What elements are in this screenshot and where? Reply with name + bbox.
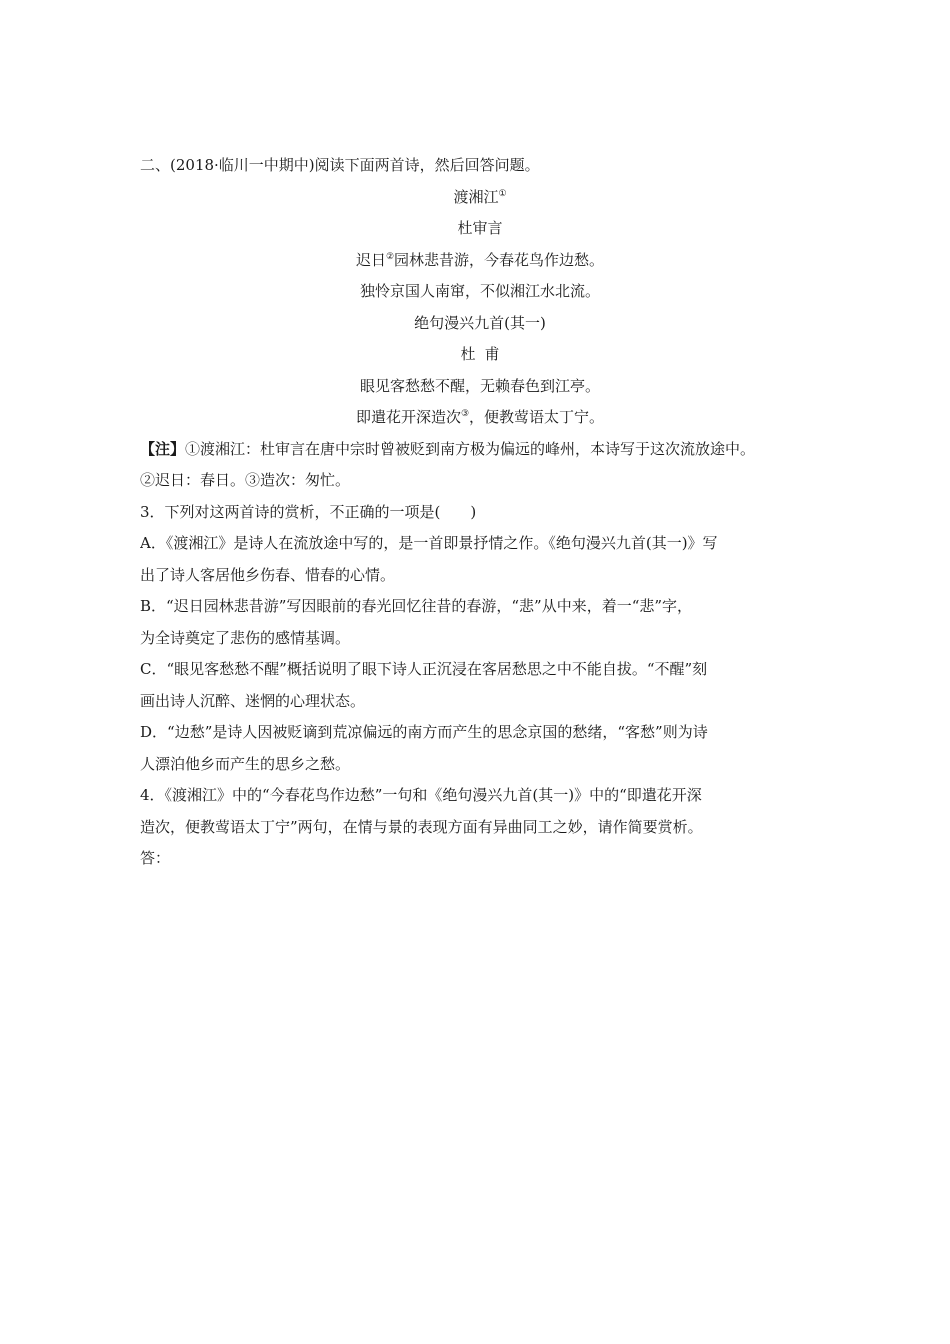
poem1-author: 杜审言	[457, 219, 503, 237]
poem2-author-name: 杜甫	[460, 345, 509, 363]
footnote-mark-3: ③	[460, 409, 470, 419]
poem1-line1-end: 园林悲昔游，今春花鸟作边愁。	[394, 250, 605, 269]
poem2-line1: 眼见客愁愁不醒，无赖春色到江亭。	[359, 376, 600, 395]
poem2-line2-start: 即遣花开深造次	[355, 408, 461, 426]
poem2-line2-end: ，便教莺语太丁宁。	[469, 408, 605, 426]
poem2-author	[140, 339, 820, 371]
question3-stem: 3．下列对这两首诗的赏析，不正确的一项是( )	[140, 502, 477, 521]
answer-label: 答：	[140, 849, 171, 867]
footnote-mark-1: ①	[498, 188, 507, 199]
poem1-line1	[140, 245, 820, 277]
poem2-line2	[140, 402, 820, 434]
option-d-line2: 人漂泊他乡而产生的思乡之愁。	[140, 754, 351, 773]
footnote-mark-2: ②	[385, 251, 395, 262]
notes-line1	[140, 434, 820, 466]
poem1-line2: 独怜京国人南窜，不似湘江水北流。	[359, 282, 600, 300]
document-content	[140, 150, 820, 875]
option-c-line2: 画出诗人沉醉、迷惘的心理状态。	[140, 691, 366, 710]
poem1-title: 渡湘江	[453, 187, 499, 206]
notes-line2: ②迟日：春日。③造次：匆忙。	[140, 471, 351, 489]
option-b-line2: 为全诗奠定了悲伤的感情基调。	[140, 628, 351, 647]
poem2-title: 绝句漫兴九首(其一)	[414, 313, 546, 332]
option-a-line1: A．《渡湘江》是诗人在流放途中写的，是一首即景抒情之作。《绝句漫兴九首(其一)》写	[140, 534, 718, 552]
section-heading: 二、(2018·临川一中期中)阅读下面两首诗，然后回答问题。	[140, 156, 540, 174]
option-c-line1: C．“眼见客愁愁不醒”概括说明了眼下诗人正沉浸在客居愁思之中不能自拔。“不醒”刻	[140, 660, 708, 678]
option-b-line1: B．“迟日园林悲昔游”写因眼前的春光回忆往昔的春游，“悲”从中来，着一“悲”字，	[140, 597, 693, 615]
notes-label: 【注】	[140, 439, 186, 458]
poem1-title-line	[140, 182, 820, 214]
notes-text1: ①渡湘江：杜审言在唐中宗时曾被贬到南方极为偏远的峰州，本诗写于这次流放途中。	[185, 439, 756, 458]
option-d-line1: D．“边愁”是诗人因被贬谪到荒凉偏远的南方而产生的思念京国的愁绪，“客愁”则为诗	[140, 723, 708, 741]
question4-stem-line2: 造次，便教莺语太丁宁”两句，在情与景的表现方面有异曲同工之妙，请作简要赏析。	[140, 817, 703, 836]
question4-stem-line1: 4．《渡湘江》中的“今春花鸟作边愁”一句和《绝句漫兴九首(其一)》中的“即遣花开深	[140, 786, 702, 804]
option-a-line2: 出了诗人客居他乡伤春、惜春的心情。	[140, 565, 396, 584]
poem1-line1-start: 迟日	[355, 250, 386, 269]
